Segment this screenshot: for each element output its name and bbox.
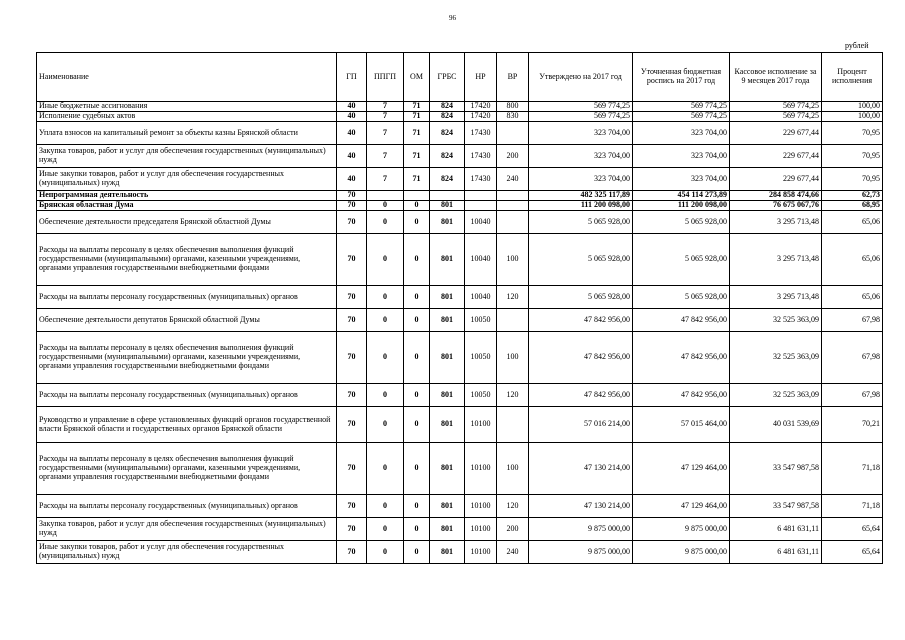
cell-approved: 47 130 214,00 [529,495,633,518]
table-row [37,145,883,168]
cell-approved: 569 774,25 [529,102,633,112]
cell-name: Расходы на выплаты персоналу в целях обеспечения выполнения функций государственными (муниципальными) органами, казенными учреждениями, органами управления государственными внебюджетными фондами [37,332,337,384]
cell-grbs: 824 [430,122,465,145]
cell-grbs: 801 [430,234,465,286]
cell-refined: 9 875 000,00 [633,541,730,564]
cell-om: 0 [404,518,430,541]
cell-grbs: 801 [430,518,465,541]
cell-pgp: 7 [367,112,404,122]
cell-percent: 67,98 [822,309,883,332]
cell-np: 10040 [465,286,497,309]
cell-grbs: 801 [430,495,465,518]
cell-vr: 800 [497,102,529,112]
cell-om: 0 [404,234,430,286]
cell-om: 0 [404,286,430,309]
cell-name: Иные закупки товаров, работ и услуг для обеспечения государственных (муниципальных) нужд [37,541,337,564]
cell-percent: 65,64 [822,518,883,541]
cell-cash: 33 547 987,58 [730,495,822,518]
column-header-pgp: ППГП [367,53,404,102]
cell-vr: 120 [497,286,529,309]
unit-label: рублей [845,41,869,50]
cell-vr [497,122,529,145]
cell-percent: 65,64 [822,541,883,564]
column-header-vr: ВР [497,53,529,102]
cell-cash: 32 525 363,09 [730,332,822,384]
cell-np: 10050 [465,309,497,332]
cell-approved: 9 875 000,00 [529,518,633,541]
cell-percent: 68,95 [822,201,883,211]
cell-np: 17420 [465,102,497,112]
cell-np: 10100 [465,518,497,541]
cell-approved: 323 704,00 [529,145,633,168]
cell-refined: 47 129 464,00 [633,495,730,518]
cell-gp: 70 [337,201,367,211]
column-header-np: НР [465,53,497,102]
cell-grbs: 801 [430,211,465,234]
cell-pgp: 0 [367,495,404,518]
cell-approved: 5 065 928,00 [529,211,633,234]
cell-grbs: 801 [430,407,465,443]
cell-approved: 57 016 214,00 [529,407,633,443]
cell-refined: 323 704,00 [633,168,730,191]
cell-name: Расходы на выплаты персоналу в целях обеспечения выполнения функций государственными (муниципальными) органами, казенными учреждениями, органами управления государственными внебюджетными фондами [37,443,337,495]
table-row [37,286,883,309]
cell-gp: 40 [337,102,367,112]
cell-name: Непрограммная деятельность [37,191,337,201]
cell-cash: 3 295 713,48 [730,211,822,234]
cell-pgp: 0 [367,518,404,541]
cell-om [404,191,430,201]
cell-cash: 6 481 631,11 [730,541,822,564]
table-row [37,102,883,112]
cell-vr: 240 [497,541,529,564]
cell-percent: 70,95 [822,122,883,145]
cell-gp: 70 [337,384,367,407]
cell-gp: 70 [337,407,367,443]
cell-np: 17430 [465,145,497,168]
cell-gp: 70 [337,495,367,518]
cell-refined: 47 842 956,00 [633,309,730,332]
cell-name: Исполнение судебных актов [37,112,337,122]
cell-percent: 71,18 [822,495,883,518]
cell-approved: 323 704,00 [529,122,633,145]
cell-om: 0 [404,211,430,234]
cell-cash: 3 295 713,48 [730,234,822,286]
table-row [37,112,883,122]
cell-grbs: 824 [430,102,465,112]
cell-approved: 47 842 956,00 [529,309,633,332]
cell-vr: 100 [497,332,529,384]
cell-grbs: 801 [430,332,465,384]
cell-vr [497,407,529,443]
cell-cash: 32 525 363,09 [730,384,822,407]
cell-cash: 3 295 713,48 [730,286,822,309]
table-row [37,384,883,407]
cell-np: 17420 [465,112,497,122]
cell-refined: 5 065 928,00 [633,211,730,234]
table-row [37,168,883,191]
cell-pgp: 0 [367,443,404,495]
cell-cash: 284 858 474,66 [730,191,822,201]
cell-cash: 33 547 987,58 [730,443,822,495]
table-row [37,407,883,443]
cell-pgp: 7 [367,122,404,145]
cell-approved: 9 875 000,00 [529,541,633,564]
cell-percent: 71,18 [822,443,883,495]
cell-gp: 70 [337,211,367,234]
cell-approved: 323 704,00 [529,168,633,191]
cell-gp: 40 [337,122,367,145]
cell-pgp: 7 [367,168,404,191]
cell-grbs: 824 [430,168,465,191]
cell-percent: 65,06 [822,211,883,234]
cell-grbs: 801 [430,201,465,211]
cell-np: 10040 [465,211,497,234]
cell-approved: 5 065 928,00 [529,234,633,286]
cell-gp: 70 [337,309,367,332]
table-row [37,495,883,518]
cell-gp: 70 [337,191,367,201]
cell-approved: 569 774,25 [529,112,633,122]
cell-grbs: 824 [430,145,465,168]
column-header-approved: Утверждено на 2017 год [529,53,633,102]
cell-vr: 120 [497,495,529,518]
cell-gp: 70 [337,286,367,309]
cell-gp: 40 [337,112,367,122]
cell-om: 0 [404,495,430,518]
cell-gp: 70 [337,518,367,541]
cell-approved: 5 065 928,00 [529,286,633,309]
cell-cash: 569 774,25 [730,102,822,112]
cell-name: Уплата взносов на капитальный ремонт за объекты казны Брянской области [37,122,337,145]
cell-grbs: 801 [430,541,465,564]
cell-om: 71 [404,112,430,122]
cell-om: 0 [404,384,430,407]
cell-np: 10100 [465,407,497,443]
column-header-name: Наименование [37,53,337,102]
cell-om: 0 [404,309,430,332]
cell-gp: 40 [337,168,367,191]
cell-gp: 70 [337,234,367,286]
cell-vr: 200 [497,145,529,168]
cell-np: 10050 [465,384,497,407]
cell-percent: 70,95 [822,145,883,168]
cell-pgp: 0 [367,332,404,384]
budget-table [36,52,883,564]
cell-approved: 482 325 117,89 [529,191,633,201]
cell-om: 0 [404,332,430,384]
column-header-percent: Процент исполнения [822,53,883,102]
cell-percent: 100,00 [822,112,883,122]
cell-name: Иные закупки товаров, работ и услуг для обеспечения государственных (муниципальных) нужд [37,168,337,191]
cell-percent: 67,98 [822,384,883,407]
cell-grbs: 801 [430,286,465,309]
table-row [37,443,883,495]
cell-vr: 830 [497,112,529,122]
cell-om: 71 [404,168,430,191]
cell-vr [497,201,529,211]
table-header-row [37,53,883,102]
cell-pgp: 0 [367,201,404,211]
column-header-om: ОМ [404,53,430,102]
cell-np [465,201,497,211]
cell-cash: 569 774,25 [730,112,822,122]
cell-grbs: 801 [430,309,465,332]
cell-approved: 47 842 956,00 [529,384,633,407]
cell-om: 0 [404,201,430,211]
cell-approved: 47 130 214,00 [529,443,633,495]
cell-refined: 57 015 464,00 [633,407,730,443]
table-body [37,102,883,564]
table-row [37,201,883,211]
table-row [37,541,883,564]
cell-name: Руководство и управление в сфере установленных функций органов государственной власти Брянской области и государственных органов Брянской области [37,407,337,443]
cell-vr: 200 [497,518,529,541]
cell-np: 10100 [465,541,497,564]
cell-gp: 40 [337,145,367,168]
cell-refined: 323 704,00 [633,145,730,168]
cell-gp: 70 [337,332,367,384]
cell-grbs: 801 [430,384,465,407]
cell-grbs: 824 [430,112,465,122]
cell-refined: 323 704,00 [633,122,730,145]
cell-refined: 111 200 098,00 [633,201,730,211]
column-header-grbs: ГРБС [430,53,465,102]
cell-vr [497,191,529,201]
cell-cash: 229 677,44 [730,168,822,191]
cell-pgp: 7 [367,145,404,168]
cell-percent: 65,06 [822,286,883,309]
cell-name: Расходы на выплаты персоналу государственных (муниципальных) органов [37,286,337,309]
cell-cash: 6 481 631,11 [730,518,822,541]
cell-name: Обеспечение деятельности председателя Брянской областной Думы [37,211,337,234]
table-row [37,234,883,286]
cell-pgp: 0 [367,234,404,286]
cell-grbs [430,191,465,201]
cell-refined: 569 774,25 [633,102,730,112]
cell-np: 10100 [465,495,497,518]
cell-percent: 67,98 [822,332,883,384]
cell-pgp: 0 [367,384,404,407]
cell-np: 10050 [465,332,497,384]
cell-approved: 111 200 098,00 [529,201,633,211]
cell-vr: 240 [497,168,529,191]
cell-vr: 100 [497,234,529,286]
cell-om: 71 [404,102,430,112]
cell-np: 10040 [465,234,497,286]
cell-gp: 70 [337,443,367,495]
cell-om: 71 [404,145,430,168]
column-header-refined: Уточненная бюджетная роспись на 2017 год [633,53,730,102]
cell-pgp: 0 [367,286,404,309]
cell-percent: 62,73 [822,191,883,201]
cell-refined: 47 842 956,00 [633,384,730,407]
cell-refined: 454 114 273,89 [633,191,730,201]
cell-percent: 100,00 [822,102,883,112]
cell-cash: 76 675 067,76 [730,201,822,211]
table-row [37,211,883,234]
cell-vr: 120 [497,384,529,407]
table-row [37,332,883,384]
cell-name: Закупка товаров, работ и услуг для обеспечения государственных (муниципальных) нужд [37,518,337,541]
cell-vr [497,211,529,234]
cell-om: 71 [404,122,430,145]
page-number: 96 [449,14,456,22]
cell-approved: 47 842 956,00 [529,332,633,384]
cell-name: Обеспечение деятельности депутатов Брянской областной Думы [37,309,337,332]
cell-np: 10100 [465,443,497,495]
column-header-cash: Кассовое исполнение за 9 месяцев 2017 года [730,53,822,102]
cell-grbs: 801 [430,443,465,495]
cell-name: Расходы на выплаты персоналу государственных (муниципальных) органов [37,384,337,407]
cell-name: Брянская областная Дума [37,201,337,211]
table-row [37,518,883,541]
cell-pgp: 0 [367,407,404,443]
cell-refined: 47 842 956,00 [633,332,730,384]
cell-name: Расходы на выплаты персоналу в целях обеспечения выполнения функций государственными (муниципальными) органами, казенными учреждениями, органами управления государственными внебюджетными фондами [37,234,337,286]
cell-refined: 569 774,25 [633,112,730,122]
cell-pgp: 0 [367,541,404,564]
cell-vr [497,309,529,332]
cell-cash: 229 677,44 [730,122,822,145]
cell-name: Закупка товаров, работ и услуг для обеспечения государственных (муниципальных) нужд [37,145,337,168]
cell-np: 17430 [465,168,497,191]
cell-np [465,191,497,201]
table-row [37,122,883,145]
cell-om: 0 [404,443,430,495]
cell-percent: 65,06 [822,234,883,286]
cell-pgp: 0 [367,211,404,234]
cell-cash: 32 525 363,09 [730,309,822,332]
cell-vr: 100 [497,443,529,495]
cell-name: Расходы на выплаты персоналу государственных (муниципальных) органов [37,495,337,518]
cell-cash: 40 031 539,69 [730,407,822,443]
cell-pgp: 0 [367,309,404,332]
cell-cash: 229 677,44 [730,145,822,168]
cell-om: 0 [404,541,430,564]
cell-name: Иные бюджетные ассигнования [37,102,337,112]
table-row [37,309,883,332]
cell-om: 0 [404,407,430,443]
cell-pgp [367,191,404,201]
cell-percent: 70,21 [822,407,883,443]
cell-refined: 47 129 464,00 [633,443,730,495]
cell-pgp: 7 [367,102,404,112]
cell-percent: 70,95 [822,168,883,191]
cell-refined: 5 065 928,00 [633,286,730,309]
cell-gp: 70 [337,541,367,564]
column-header-gp: ГП [337,53,367,102]
cell-refined: 9 875 000,00 [633,518,730,541]
table-row [37,191,883,201]
cell-np: 17430 [465,122,497,145]
cell-refined: 5 065 928,00 [633,234,730,286]
